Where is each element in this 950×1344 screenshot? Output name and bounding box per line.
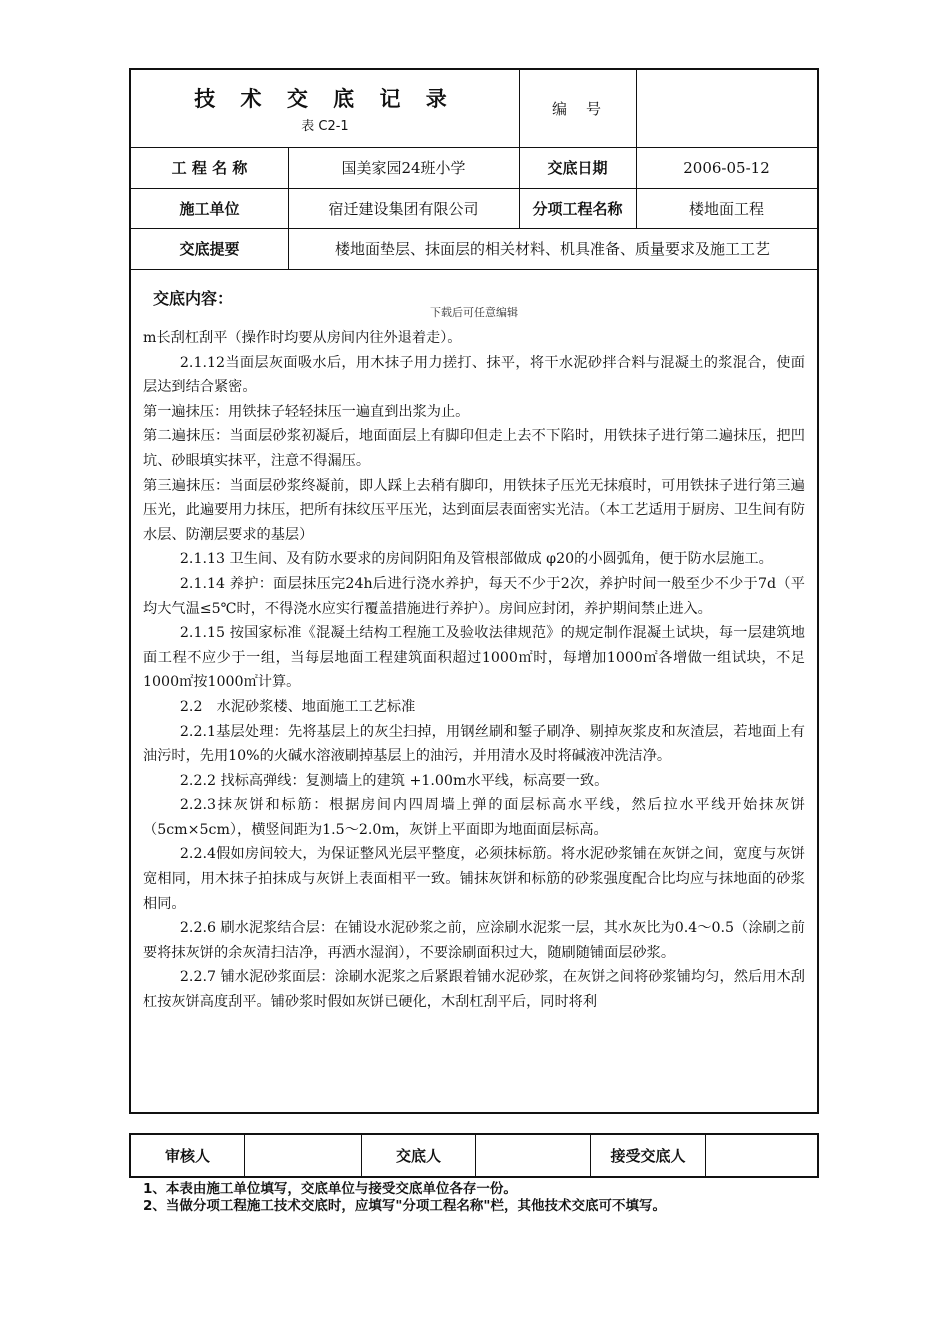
- row-divider: [131, 269, 817, 270]
- title-cell: [131, 70, 519, 147]
- date-label: 交底日期: [547, 159, 608, 177]
- reviewer-label: 审核人: [131, 1135, 245, 1176]
- footnote-item: 1、本表由施工单位填写，交底单位与接受交底单位各存一份。: [143, 1181, 517, 1197]
- reviewer-field[interactable]: [245, 1135, 362, 1176]
- form-number: 表 C2-1: [301, 119, 349, 134]
- content-paragraph: 2.1.15 按国家标准《混凝土结构工程施工及验收法律规范》的规定制作混凝土试块，每一层建筑地面工程不应少于一组，当每层地面工程建筑面积超过1000㎡时，每增加1000㎡各增做一组试块，不足1000㎡按1000㎡计算。: [143, 625, 805, 691]
- content-paragraph: 第二遍抹压：当面层砂浆初凝后，地面面层上有脚印但走上去不下陷时，用铁抹子进行第二遍抹压，把凹坑、砂眼填实抹平，注意不得漏压。: [143, 428, 805, 469]
- content-paragraph: 2.2.6 刷水泥浆结合层：在铺设水泥砂浆之前，应涂刷水泥浆一层，其水灰比为0.4～0.5（涂刷之前要将抹灰饼的余灰清扫洁净，再洒水湿润），不要涂刷面积过大，随刷随铺面层砂浆。: [143, 920, 805, 961]
- content-paragraph: 2.2.2 找标高弹线：复测墙上的建筑 +1.00m水平线，标高要一致。: [179, 772, 609, 789]
- summary-label: 交底提要: [179, 240, 240, 258]
- form-title: 技 术 交 底 记 录: [194, 87, 456, 111]
- content-paragraph: 2.2.1基层处理：先将基层上的灰尘扫掉，用钢丝刷和錾子刷净、剔掉灰浆皮和灰渣层，若地面上有油污时，先用10%的火碱水溶液刷掉基层上的油污，并用清水及时将碱液冲洗洁净。: [143, 723, 805, 765]
- content-paragraph: 第三遍抹压：当面层砂浆终凝前，即人踩上去稍有脚印，用铁抹子压光无抹痕时，可用铁抹子进行第三遍压光，此遍要用力抹压，把所有抹纹压平压光，达到面层表面密实光洁。（本工艺适用于厨房、卫生间有防水层、防潮层要求的基层）: [143, 477, 805, 543]
- sub-project-value[interactable]: 楼地面工程: [688, 199, 764, 218]
- content-paragraph: 2.2.3抹灰饼和标筋：根据房间内四周墙上弹的面层标高水平线，然后拉水平线开始抹灰饼（5cm×5cm），横竖间距为1.5～2.0m，灰饼上平面即为地面面层标高。: [143, 797, 805, 838]
- content-label: 交底内容：: [153, 289, 234, 308]
- content-paragraph: 2.1.13 卫生间、及有防水要求的房间阴阳角及管根部做成 φ20的小圆弧角，便于防水层施工。: [179, 551, 773, 568]
- content-paragraph: 2.2.7 铺水泥砂浆面层：涂刷水泥浆之后紧跟着铺水泥砂浆，在灰饼之间将砂浆铺均匀，然后用木刮杠按灰饼高度刮平。铺砂浆时假如灰饼已硬化，木刮杠刮平后，同时将利: [143, 969, 805, 1011]
- construction-unit-label: 施工单位: [179, 199, 240, 218]
- content-body: [143, 326, 805, 1015]
- project-name-value[interactable]: 国美家园24班小学: [341, 159, 466, 177]
- content-paragraph: 2.2 水泥砂浆楼、地面施工工艺标准: [179, 698, 416, 715]
- content-paragraph: 2.1.14 养护：面层抹压完24h后进行浇水养护，每天不少于2次，养护时间一般至少不少于7d（平均大气温≤5℃时，不得浇水应实行覆盖措施进行养护）。房间应封闭，养护期间禁止进入。: [143, 575, 805, 617]
- content-paragraph: m长刮杠刮平（操作时均要从房间内往外退着走）。: [143, 330, 462, 346]
- footnote-item: 2、当做分项工程施工技术交底时，应填写"分项工程名称"栏，其他技术交底可不填写。: [143, 1198, 666, 1214]
- disclosure-form: [129, 68, 819, 1114]
- footnotes: [143, 1181, 666, 1215]
- date-value[interactable]: 2006-05-12: [683, 158, 770, 177]
- discloser-field[interactable]: [476, 1135, 591, 1176]
- content-paragraph: 2.1.12当面层灰面吸水后，用木抹子用力搓打、抹平，将干水泥砂拌合料与混凝土的浆混合，使面层达到结合紧密。: [143, 354, 805, 396]
- receiver-label: 接受交底人: [591, 1135, 706, 1176]
- project-name-label: 工 程 名 称: [171, 159, 248, 177]
- number-label: 编 号: [551, 100, 603, 118]
- content-paragraph: 2.2.4假如房间较大，为保证整风光层平整度，必须抹标筋。将水泥砂浆铺在灰饼之间，宽度与灰饼宽相同，用木抹子拍抹成与灰饼上表面相平一致。铺抹灰饼和标筋的砂浆强度配合比均应与抹地面的砂浆相同。: [143, 846, 805, 912]
- signature-row: [129, 1133, 819, 1178]
- number-field[interactable]: [636, 70, 817, 147]
- content-paragraph: 第一遍抹压：用铁抹子轻轻抹压一遍直到出浆为止。: [143, 403, 470, 420]
- sub-project-label: 分项工程名称: [532, 199, 623, 218]
- construction-unit-value[interactable]: 宿迁建设集团有限公司: [328, 199, 479, 218]
- summary-value[interactable]: 楼地面垫层、抹面层的相关材料、机具准备、质量要求及施工工艺: [334, 240, 770, 258]
- watermark-text: 下载后可任意编辑: [430, 306, 518, 319]
- discloser-label: 交底人: [362, 1135, 476, 1176]
- receiver-field[interactable]: [706, 1135, 817, 1176]
